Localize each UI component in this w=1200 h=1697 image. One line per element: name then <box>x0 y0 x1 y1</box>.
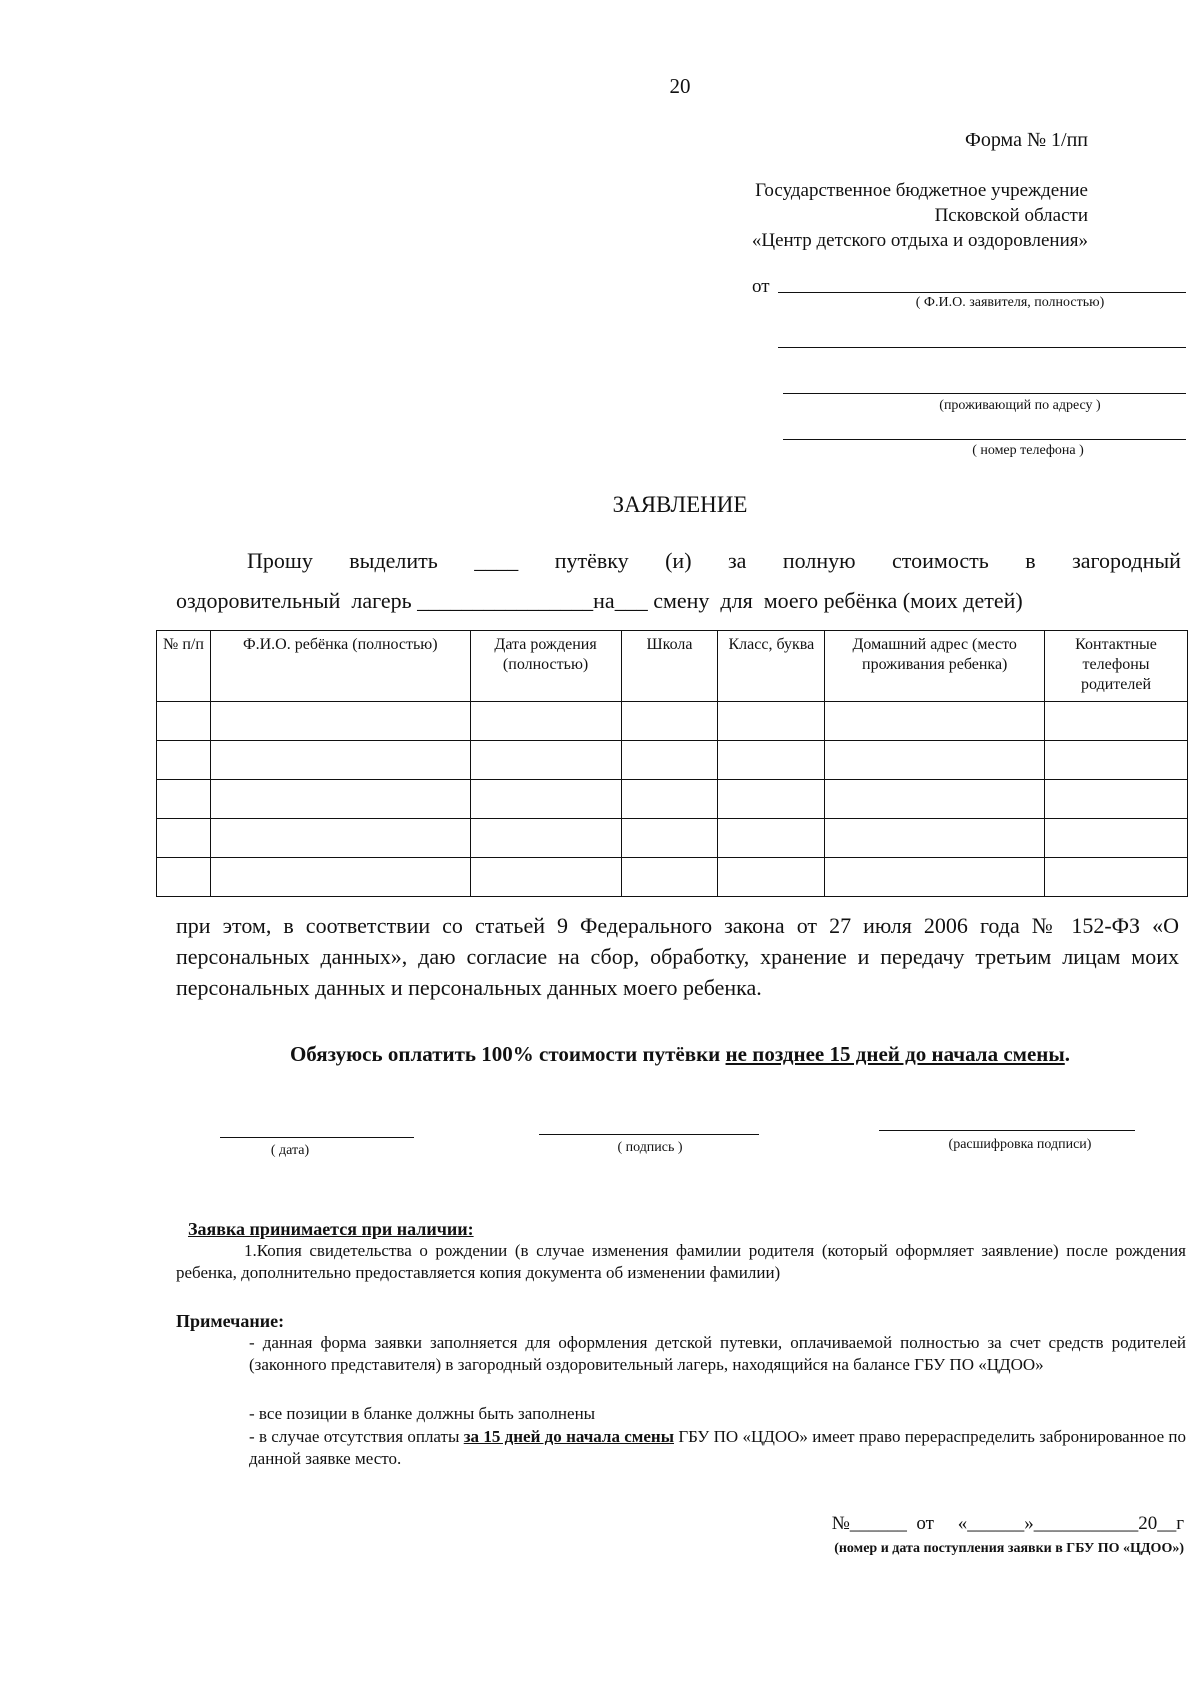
table-cell[interactable] <box>157 780 211 819</box>
table-cell[interactable] <box>210 780 470 819</box>
request-word: путёвку <box>554 548 629 573</box>
applicant-phone-caption: ( номер телефона ) <box>972 443 1084 458</box>
request-word: в <box>1025 548 1036 573</box>
table-cell[interactable] <box>1045 702 1188 741</box>
signature-field[interactable] <box>539 1134 759 1135</box>
request-word: за <box>727 548 747 573</box>
table-cell[interactable] <box>718 780 825 819</box>
request-line-2 <box>176 588 1023 614</box>
request-count-blank[interactable]: ____ <box>474 548 519 573</box>
table-cell[interactable] <box>621 858 718 897</box>
table-cell[interactable] <box>825 819 1045 858</box>
table-row <box>157 702 1188 741</box>
table-cell[interactable] <box>621 780 718 819</box>
note-item-1: - данная форма заявки заполняется для оформления детской путевки, оплачиваемой полностью за счет средств родителей (законного представителя) в загородный оздоровительный лагерь, находящийся на балансе ГБУ ПО «ЦДОО» <box>249 1333 1186 1374</box>
obligation-prefix: Обязуюсь оплатить 100% стоимости путёвки <box>289 1042 726 1066</box>
request-line-2-end: смену для моего ребёнка (моих детей) <box>647 588 1023 613</box>
column-header-address: Домашний адрес (место проживания ребенка) <box>825 631 1045 702</box>
request-word: загородный <box>1072 548 1181 573</box>
table-body <box>157 702 1188 897</box>
request-word: (и) <box>665 548 692 573</box>
table-cell[interactable] <box>470 780 621 819</box>
requirements-heading: Заявка принимается при наличии: <box>188 1219 474 1239</box>
applicant-fio-caption: ( Ф.И.О. заявителя, полностью) <box>915 295 1105 310</box>
table-cell[interactable] <box>470 702 621 741</box>
table-cell[interactable] <box>621 702 718 741</box>
column-header-class: Класс, буква <box>718 631 825 702</box>
request-word: Прошу <box>247 548 313 573</box>
table-cell[interactable] <box>825 858 1045 897</box>
request-line-1 <box>247 548 1181 574</box>
table-cell[interactable] <box>470 858 621 897</box>
table-cell[interactable] <box>1045 741 1188 780</box>
table-cell[interactable] <box>1045 858 1188 897</box>
table-cell[interactable] <box>825 702 1045 741</box>
requirements-item-1: 1.Копия свидетельства о рождении (в случае изменения фамилии родителя (который оформляет заявление) после рождения ребенка, дополнительно предоставляется копия документа об изменении фамилии) <box>176 1241 1186 1282</box>
table-cell[interactable] <box>718 858 825 897</box>
column-header-child-name: Ф.И.О. ребёнка (полностью) <box>210 631 470 702</box>
table-header-row <box>157 631 1188 702</box>
note-heading: Примечание: <box>176 1311 285 1331</box>
table-cell[interactable] <box>1045 780 1188 819</box>
table-cell[interactable] <box>718 702 825 741</box>
request-word: полную <box>782 548 856 573</box>
table-row <box>157 741 1188 780</box>
shift-blank[interactable]: ___ <box>614 588 648 613</box>
obligation-suffix: . <box>1064 1042 1071 1066</box>
table-cell[interactable] <box>210 741 470 780</box>
registration-caption: (номер и дата поступления заявки в ГБУ ПО «ЦДОО») <box>834 1541 1184 1556</box>
column-header-school: Школа <box>621 631 718 702</box>
recipient-block <box>752 178 1088 253</box>
table-cell[interactable] <box>210 819 470 858</box>
registration-line[interactable]: №______ от «______»___________20__г <box>831 1513 1184 1534</box>
payment-obligation <box>0 1042 1200 1067</box>
table-cell[interactable] <box>825 741 1045 780</box>
table-cell[interactable] <box>1045 819 1188 858</box>
camp-name-blank[interactable]: ________________ <box>417 588 594 613</box>
recipient-line-3: «Центр детского отдыха и оздоровления» <box>751 230 1088 251</box>
applicant-address-caption: (проживающий по адресу ) <box>939 398 1101 413</box>
form-number: Форма № 1/пп <box>965 129 1088 151</box>
recipient-line-2: Псковской области <box>934 205 1088 226</box>
applicant-address-field[interactable] <box>783 393 1186 394</box>
note-item-3-deadline: за 15 дней до начала смены <box>463 1427 675 1446</box>
request-line-2-start: оздоровительный лагерь <box>176 588 418 613</box>
consent-paragraph: при этом, в соответствии со статьей 9 Федерального закона от 27 июля 2006 года № 152-ФЗ «О персональных данных», даю согласие на сбор, обработку, хранение и передачу третьим лицам моих персональных данных и персональных данных моего ребенка. <box>176 913 1179 1000</box>
table-cell[interactable] <box>621 741 718 780</box>
applicant-phone-field[interactable] <box>783 439 1186 440</box>
table-cell[interactable] <box>157 702 211 741</box>
table-row <box>157 780 1188 819</box>
request-na: на <box>593 588 615 613</box>
note-item-2: - все позиции в бланке должны быть заполнены <box>249 1404 596 1423</box>
table-cell[interactable] <box>157 819 211 858</box>
table-cell[interactable] <box>470 741 621 780</box>
request-word: выделить <box>349 548 438 573</box>
table-cell[interactable] <box>825 780 1045 819</box>
table-cell[interactable] <box>210 858 470 897</box>
date-caption: ( дата) <box>270 1143 310 1158</box>
table-cell[interactable] <box>718 741 825 780</box>
table-cell[interactable] <box>718 819 825 858</box>
date-field[interactable] <box>220 1137 414 1138</box>
table-cell[interactable] <box>470 819 621 858</box>
note-item-3-suffix: ГБУ ПО «ЦДОО» имеет право перераспределить забронированное по данной заявке место. <box>249 1427 1187 1468</box>
table-row <box>157 858 1188 897</box>
table-row <box>157 819 1188 858</box>
column-header-phones: Контактные телефоны родителей <box>1045 631 1188 702</box>
request-word: стоимость <box>892 548 989 573</box>
table-cell[interactable] <box>210 702 470 741</box>
column-header-birth-date: Дата рождения (полностью) <box>470 631 621 702</box>
signature-decode-caption: (расшифровка подписи) <box>948 1137 1092 1152</box>
applicant-extra-field[interactable] <box>778 347 1186 348</box>
children-table <box>156 630 1188 897</box>
note-item-3-prefix: - в случае отсутствия оплаты <box>249 1427 464 1446</box>
applicant-fio-field[interactable] <box>778 292 1186 293</box>
recipient-line-1: Государственное бюджетное учреждение <box>755 180 1088 201</box>
from-label: от <box>752 276 770 297</box>
signature-caption: ( подпись ) <box>617 1140 683 1155</box>
note-item-3 <box>249 1426 1186 1470</box>
table-cell[interactable] <box>621 819 718 858</box>
signature-decode-field[interactable] <box>879 1130 1135 1131</box>
column-header-number: № п/п <box>157 631 211 702</box>
obligation-deadline: не позднее 15 дней до начала смены <box>725 1042 1065 1066</box>
document-title: ЗАЯВЛЕНИЕ <box>612 492 748 517</box>
table-cell[interactable] <box>157 858 211 897</box>
table-cell[interactable] <box>157 741 211 780</box>
page-number: 20 <box>669 74 691 98</box>
